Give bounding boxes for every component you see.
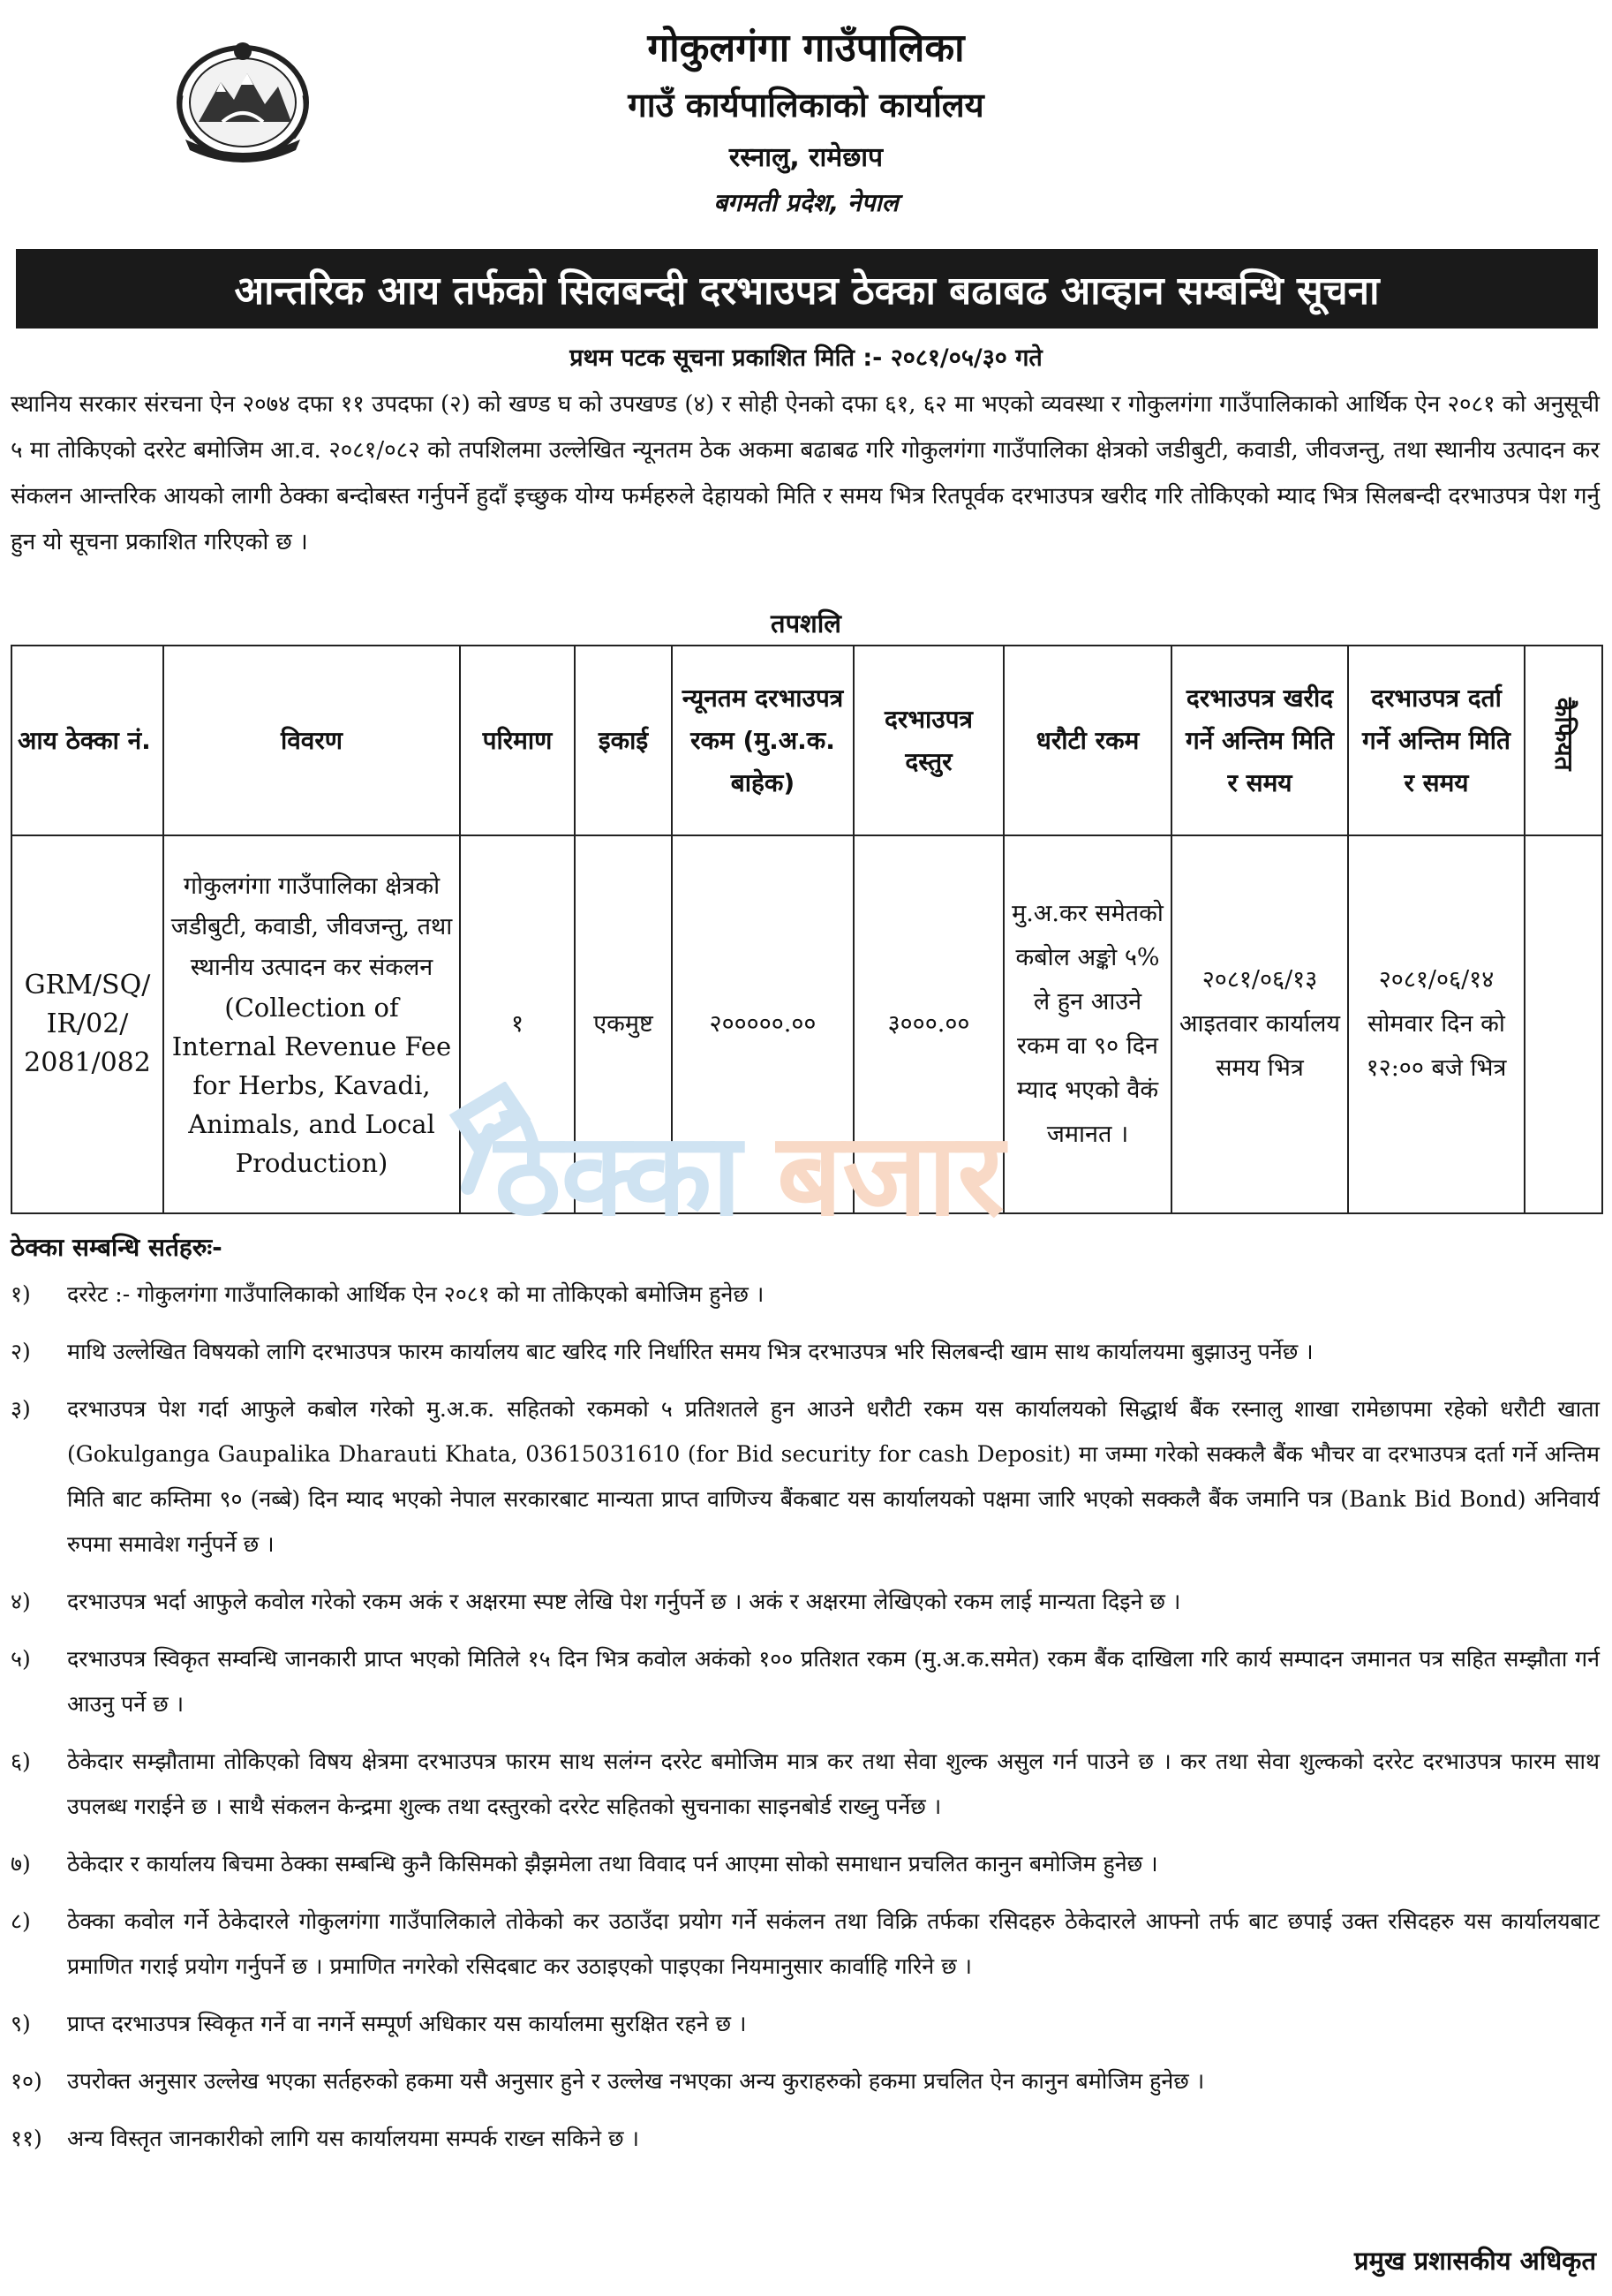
- col-header-contract-no: आय ठेक्का नं.: [11, 646, 163, 835]
- condition-item: [11, 1636, 1600, 1726]
- watermark-part2: बजार: [777, 1107, 1005, 1232]
- cell-deposit: मु.अ.कर समेतको कबोल अङ्को ५% ले हुन आउने रकम वा ९० दिन म्याद भएको वैकं जमानत ।: [1004, 835, 1171, 1213]
- notice-title: आन्तरिक आय तर्फको सिलबन्दी दरभाउपत्र ठेक्का बढाबढ आव्हान सम्बन्धि सूचना: [16, 249, 1598, 329]
- publication-date: प्रथम पटक सूचना प्रकाशित मिति :- २०८१/०५/३० गते: [569, 344, 1043, 372]
- condition-item: [11, 2001, 1600, 2046]
- condition-text: ठेकेदार र कार्यालय बिचमा ठेक्का सम्बन्धि कुनै किसिमको झैझमेला तथा विवाद पर्न आएमा सोको समाधान प्रचलित कानुन बमोजिम हुनेछ ।: [67, 1851, 1158, 1877]
- condition-item: [11, 1899, 1600, 1989]
- col-header-description: विवरण: [163, 646, 460, 835]
- condition-text: दरभाउपत्र पेश गर्दा आफुले कबोल गरेको मु.अ.क. सहितको रकमको ५ प्रतिशतले हुन आउने धरौटी रकम यस कार्यालयको सिद्धार्थ बैंक रस्नालु शाखा रामेछापमा रहेको धरौटी खाता (Gokulganga Gaupalika Dharauti Khata, 03615031610 (for Bid security for cash Deposit) मा जम्मा गरेको सक्कलै बैंक भौचर वा दरभाउपत्र दर्ता गर्ने अन्तिम मिति बाट कम्तिमा ९० (नब्बे) दिन म्याद भएको नेपाल सरकारबाट मान्यता प्राप्त वाणिज्य बैंकबाट यस कार्यालयको पक्षमा जारि भएको सक्कलै बैंक जमानि पत्र (Bank Bid Bond) अनिवार्य रुपमा समावेश गर्नुपर्ने छ ।: [67, 1396, 1600, 1557]
- condition-number: ५): [11, 1646, 31, 1672]
- col-header-fee: दरभाउपत्र दस्तुर: [854, 646, 1004, 835]
- condition-text: ठेकेदार सम्झौतामा तोकिएको विषय क्षेत्रमा दरभाउपत्र फारम साथ सलंग्न दररेट बमोजिम मात्र कर तथा सेवा शुल्क असुल गर्न पाउने छ । कर तथा सेवा शुल्कको दररेट दरभाउपत्र फारम साथ उपलब्ध गराईने छ । साथै संकलन केन्द्रमा शुल्क तथा दस्तुरको दररेट सहितको सुचनाका साइनबोर्ड राख्नु पर्नेछ ।: [67, 1748, 1600, 1819]
- cell-min-amount: २०००००.००: [672, 835, 854, 1213]
- condition-number: ११): [11, 2126, 42, 2151]
- office-name: गाउँ कार्यपालिकाको कार्यालय: [628, 86, 984, 125]
- tender-table: [11, 645, 1603, 1214]
- col-header-unit: इकाई: [575, 646, 672, 835]
- conditions-heading: ठेक्का सम्बन्धि सर्तहरुः-: [11, 1233, 222, 1262]
- table-row: [11, 835, 1602, 1213]
- cell-purchase-deadline: २०८१/०६/१३ आइतवार कार्यालय समय भित्र: [1171, 835, 1348, 1213]
- description-english: (Collection of Internal Revenue Fee for Herbs, Kavadi, Animals, and Local Production): [171, 993, 452, 1178]
- condition-text: अन्य विस्तृत जानकारीको लागि यस कार्यालयमा सम्पर्क राख्न सकिने छ ।: [67, 2126, 639, 2151]
- condition-number: ६): [11, 1748, 31, 1774]
- conditions-list: [11, 1272, 1600, 2173]
- condition-number: ३): [11, 1396, 31, 1422]
- condition-text: उपरोक्त अनुसार उल्लेख भएका सर्तहरुको हकमा यसै अनुसार हुने र उल्लेख नभएका अन्य कुराहरुको हकमा प्रचलित ऐन कानुन बमोजिम हुनेछ ।: [67, 2068, 1205, 2094]
- office-location: रस्नालु, रामेछाप: [728, 142, 884, 173]
- intro-paragraph: स्थानिय सरकार संरचना ऐन २०७४ दफा ११ उपदफा (२) को खण्ड घ को उपखण्ड (४) र सोही ऐनको दफा ६१, ६२ मा भएको व्यवस्था र गोकुलगंगा गाउँपालिकाको आर्थिक ऐन २०८१ को अनुसूची ५ मा तोकिएको दररेट बमोजिम आ.व. २०८१/०८२ को तपशिलमा उल्लेखित न्यूनतम ठेक अकमा बढाबढ गरि गोकुलगंगा गाउँपालिका क्षेत्रको जडीबुटी, कवाडी, जीवजन्तु, तथा स्थानीय उत्पादन कर संकलन आन्तरिक आयको लागी ठेक्का बन्दोबस्त गर्नुपर्ने हुदाँ इच्छुक योग्य फर्महरुले देहायको मिति र समय भित्र रितपूर्वक दरभाउपत्र खरीद गरि तोकिएको म्याद भित्र सिलबन्दी दरभाउपत्र पेश गर्नु हुन यो सूचना प्रकाशित गरिएको छ ।: [11, 391, 1600, 555]
- cell-submit-deadline: २०८१/०६/१४ सोमवार दिन को १२:०० बजे भित्र: [1348, 835, 1525, 1213]
- province-name: बगमती प्रदेश, नेपाल: [713, 188, 899, 217]
- cell-remarks: [1525, 835, 1602, 1213]
- cell-description: [163, 835, 460, 1213]
- schedule-title: तपशलि: [771, 608, 841, 638]
- cell-fee: ३०००.००: [854, 835, 1004, 1213]
- condition-item: [11, 1329, 1600, 1374]
- watermark-part1: ठेक्का: [494, 1107, 742, 1232]
- col-header-purchase-deadline: दरभाउपत्र खरीद गर्ने अन्तिम मिति र समय: [1171, 646, 1348, 835]
- condition-text: दरभाउपत्र स्विकृत सम्वन्धि जानकारी प्राप्त भएको मितिले १५ दिन भित्र कवोल अकंको १०० प्रतिशत रकम (मु.अ.क.समेत) रकम बैंक दाखिला गरि कार्य सम्पादन जमानत पत्र सहित सम्झौता गर्न आउनु पर्ने छ ।: [67, 1646, 1600, 1717]
- municipality-name: गोकुलगंगा गाउँपालिका: [647, 26, 965, 71]
- col-header-quantity: परिमाण: [460, 646, 575, 835]
- condition-number: ४): [11, 1589, 31, 1614]
- col-header-submit-deadline: दरभाउपत्र दर्ता गर्ने अन्तिम मिति र समय: [1348, 646, 1525, 835]
- condition-number: २): [11, 1339, 31, 1364]
- col-header-min-amount: न्यूनतम दरभाउपत्र रकम (मु.अ.क. बाहेक): [672, 646, 854, 835]
- signature-title: प्रमुख प्रशासकीय अधिकृत: [1353, 2246, 1596, 2276]
- condition-text: प्राप्त दरभाउपत्र स्विकृत गर्ने वा नगर्ने सम्पूर्ण अधिकार यस कार्यालमा सुरक्षित रहने छ ।: [67, 2011, 747, 2036]
- condition-text: माथि उल्लेखित विषयको लागि दरभाउपत्र फारम कार्यालय बाट खरिद गरि निर्धारित समय भित्र दरभाउपत्र भरि सिलबन्दी खाम साथ कार्यालयमा बुझाउनु पर्नेछ ।: [67, 1339, 1314, 1364]
- condition-item: [11, 1841, 1600, 1886]
- condition-item: [11, 2116, 1600, 2161]
- condition-number: ७): [11, 1851, 31, 1877]
- condition-number: ९): [11, 2011, 31, 2036]
- condition-item: [11, 1739, 1600, 1829]
- table-header-row: [11, 646, 1602, 835]
- condition-text: ठेक्का कवोल गर्ने ठेकेदारले गोकुलगंगा गाउँपालिकाले तोकेको कर उठाउँदा प्रयोग गर्ने सकंलन तथा विक्रि तर्फका रसिदहरु ठेकेदारले आफ्नो तर्फ बाट छपाई उक्त रसिदहरु यस कार्यालयबाट प्रमाणित गराई प्रयोग गर्नुपर्ने छ । प्रमाणित नगरेको रसिदबाट कर उठाइएको पाइएका नियमानुसार कार्वाहि गरिने छ ।: [67, 1908, 1600, 1979]
- cell-quantity: १: [460, 835, 575, 1213]
- description-nepali: गोकुलगंगा गाउँपालिका क्षेत्रको जडीबुटी, कवाडी, जीवजन्तु, तथा स्थानीय उत्पादन कर संकलन: [170, 872, 453, 981]
- condition-text: दरभाउपत्र भर्दा आफुले कवोल गरेको रकम अकं र अक्षरमा स्पष्ट लेखि पेश गर्नुपर्ने छ । अकं र अक्षरमा लेखिएको रकम लाई मान्यता दिइने छ ।: [67, 1589, 1181, 1614]
- condition-item: [11, 2058, 1600, 2103]
- col-header-deposit: धरौटी रकम: [1004, 646, 1171, 835]
- cell-contract-no: GRM/SQ/ IR/02/ 2081/082: [11, 835, 163, 1213]
- condition-text: दररेट :- गोकुलगंगा गाउँपालिकाको आर्थिक ऐन २०८१ को मा तोकिएको बमोजिम हुनेछ ।: [67, 1281, 765, 1307]
- condition-item: [11, 1272, 1600, 1317]
- cell-unit: एकमुष्ट: [575, 835, 672, 1213]
- condition-number: १): [11, 1281, 31, 1307]
- condition-number: १०): [11, 2068, 42, 2094]
- col-header-remarks: [1525, 646, 1602, 835]
- condition-item: [11, 1579, 1600, 1624]
- remarks-label: कैफियत: [1549, 697, 1578, 771]
- condition-item: [11, 1386, 1600, 1567]
- condition-number: ८): [11, 1908, 31, 1934]
